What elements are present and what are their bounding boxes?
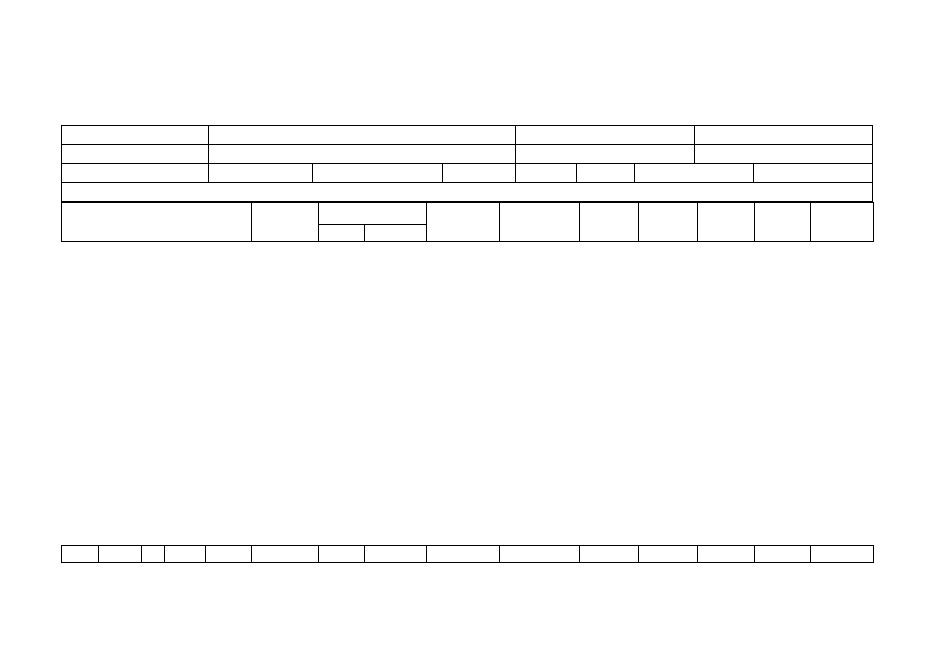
col-team xyxy=(580,203,639,242)
hole-no-label xyxy=(62,164,209,183)
element-desc-2 xyxy=(695,145,873,164)
col-qc xyxy=(698,203,755,242)
col-depth-m xyxy=(365,225,427,242)
unit-project-label xyxy=(62,126,209,145)
note-blank-row xyxy=(61,545,874,563)
unit-project-value xyxy=(208,126,515,145)
sub-project-label xyxy=(515,126,695,145)
element-project-value xyxy=(208,145,515,164)
element-desc-1 xyxy=(515,145,695,164)
col-supervision xyxy=(755,203,811,242)
date-year xyxy=(699,185,729,199)
col-footage xyxy=(319,225,365,242)
section-value xyxy=(577,164,635,183)
hole-seq-label xyxy=(312,164,443,183)
date-day xyxy=(743,185,759,199)
sub-project-value xyxy=(695,126,873,145)
col-geology xyxy=(427,203,500,242)
depth-value xyxy=(753,164,872,183)
date-month xyxy=(729,185,743,199)
col-depth-calc xyxy=(319,203,427,225)
col-duration xyxy=(252,203,319,242)
section-label xyxy=(515,164,576,183)
record-table xyxy=(61,202,874,242)
header-table xyxy=(61,125,873,202)
depth-label xyxy=(635,164,753,183)
hole-no-value xyxy=(208,164,312,183)
date-line xyxy=(695,183,873,202)
contractor-line xyxy=(63,109,67,125)
col-area xyxy=(639,203,698,242)
col-work xyxy=(500,203,580,242)
col-time xyxy=(62,203,252,242)
hole-seq-value xyxy=(443,164,515,183)
col-remark xyxy=(811,203,874,242)
element-project-label xyxy=(62,145,209,164)
